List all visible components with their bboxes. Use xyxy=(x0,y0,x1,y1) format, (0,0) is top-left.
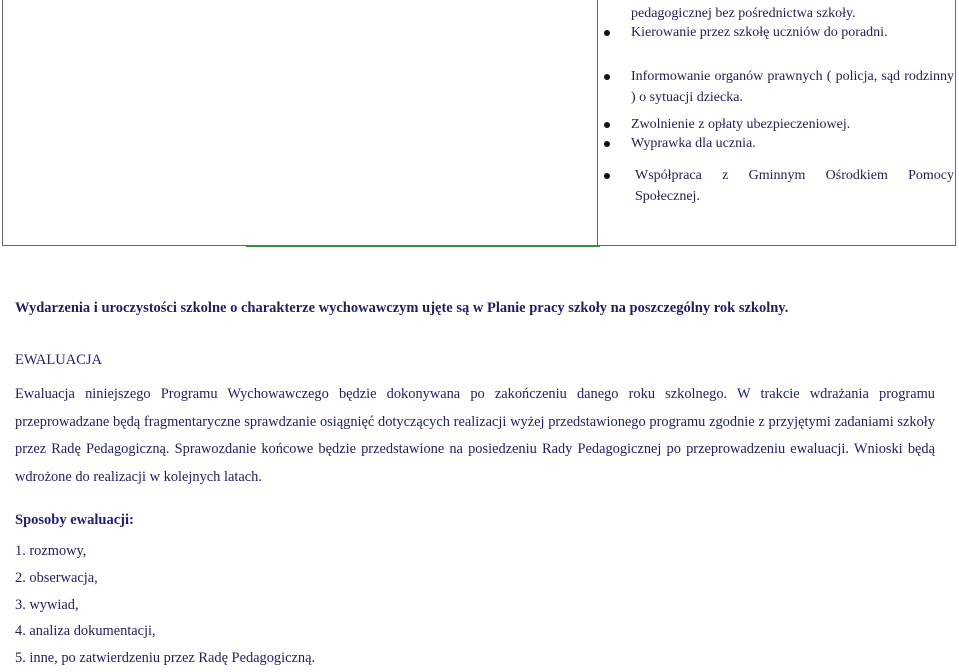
events-heading: Wydarzenia i uroczystości szkolne o charakterze wychowawczym ujęte są w Planie pracy szkoły na poszczególny rok szkolny. xyxy=(15,300,789,316)
list-item-text: Informowanie organów prawnych ( policja, sąd rodzinny ) o sytuacji dziecka. xyxy=(631,69,954,105)
list-item-text: Współpraca z Gminnym Ośrodkiem Pomocy Społecznej. xyxy=(635,168,954,204)
bullet-icon xyxy=(604,74,610,80)
methods-title: Sposoby ewaluacji: xyxy=(15,512,134,528)
evaluation-paragraph: Ewaluacja niniejszego Programu Wychowawczego będzie dokonywana po zakończeniu danego roku szkolnego. W trakcie wdrażania programu przeprowadzane będą fragmentaryczne sprawdzanie osiągnięć dotyczących realizacji wyżej przedstawionego programu zgodnie z przyjętymi zadaniami szkoły przez Radę Pedagogiczną. Sprawozdanie końcowe będzie przedstawione na posiedzeniu Rady Pedagogicznej po przeprowadzeniu ewaluacji. Wnioski będą wdrożone do realizacji w kolejnych latach. xyxy=(15,386,935,485)
list-item: 4. analiza dokumentacji, xyxy=(15,623,156,640)
list-item: 2. obserwacja, xyxy=(15,569,98,586)
bullet-icon xyxy=(604,30,610,36)
list-item: 5. inne, po zatwierdzeniu przez Radę Pedagogiczną. xyxy=(15,650,316,667)
list-item-text: Zwolnienie z opłaty ubezpieczeniowej. xyxy=(631,117,851,132)
list-item-text: Kierowanie przez szkołę uczniów do poradni. xyxy=(631,25,888,40)
bullet-icon xyxy=(604,122,610,128)
table-column-divider xyxy=(597,0,598,246)
table-cell-underline xyxy=(246,245,600,247)
list-item-text: pedagogicznej bez pośrednictwa szkoły. xyxy=(631,6,856,21)
methods-list xyxy=(15,538,315,672)
bullet-icon xyxy=(604,141,610,147)
list-item: 1. rozmowy, xyxy=(15,543,87,559)
list-item-text: Wyprawka dla ucznia. xyxy=(631,136,756,151)
bullet-icon xyxy=(604,173,610,179)
list-item: 3. wywiad, xyxy=(15,596,79,613)
evaluation-title: EWALUACJA xyxy=(15,352,102,368)
